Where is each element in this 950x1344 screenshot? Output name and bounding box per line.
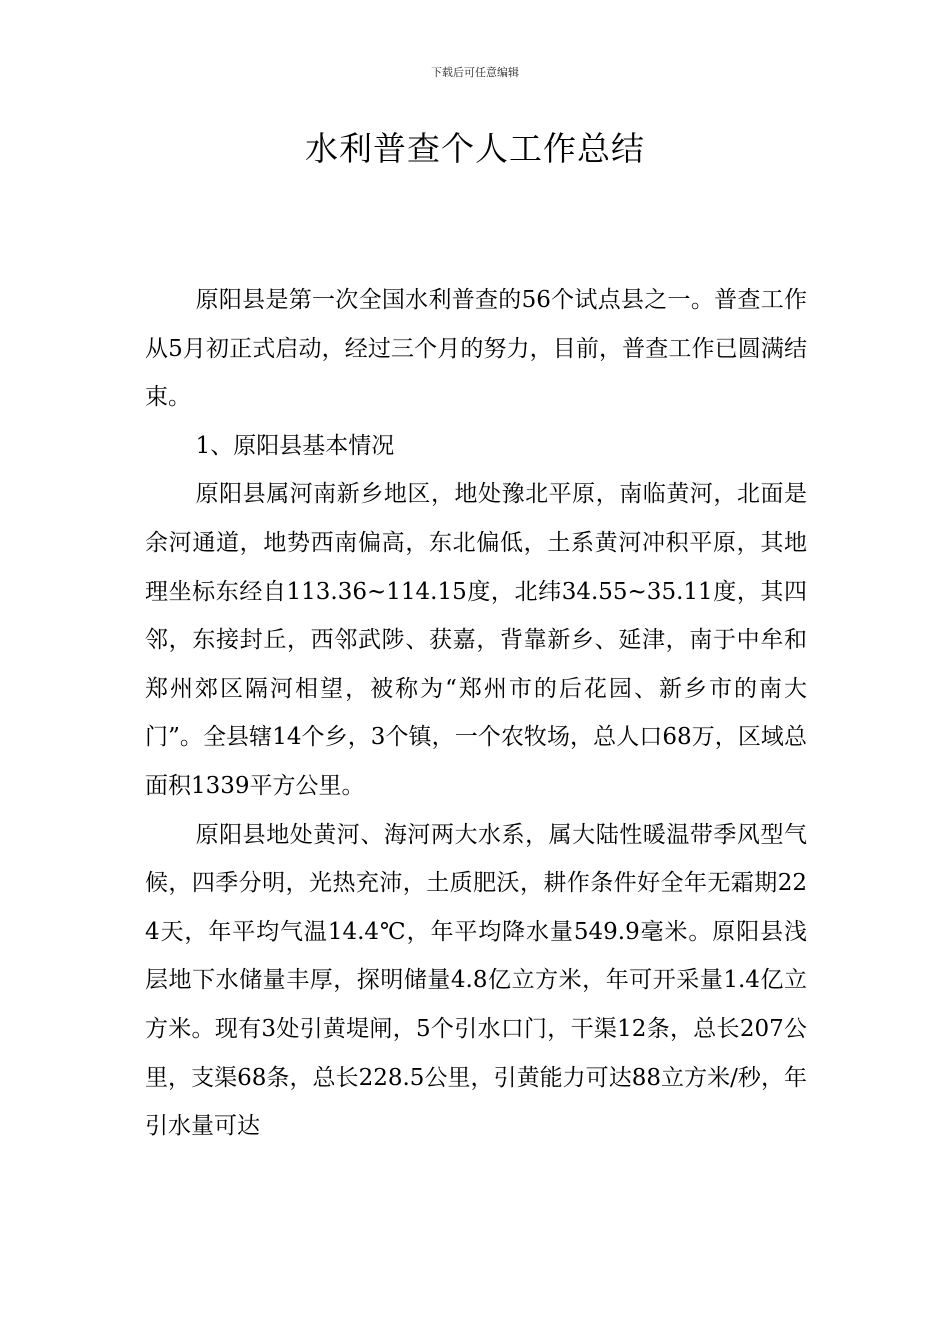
paragraph-climate-water: 原阳县地处黄河、海河两大水系，属大陆性暖温带季风型气候，四季分明，光热充沛，土质肥沃，耕作条件好全年无霜期224天，年平均气温14.4℃，年平均降水量549.9毫米。原阳县浅层地下水储量丰厚，探明储量4.8亿立方米，年可开采量1.4亿立方米。现有3处引黄堤闸，5个引水口门，干渠12条，总长207公里，支渠68条，总长228.5公里，引黄能力可达88立方米/秒，年引水量可达 (145, 821, 807, 1140)
section-heading-basic-info: 1、原阳县基本情况 (195, 432, 395, 459)
page-header-note: 下载后可任意编辑 (431, 66, 519, 79)
paragraph-geography: 原阳县属河南新乡地区，地处豫北平原，南临黄河，北面是余河通道，地势西南偏高，东北偏低，土系黄河冲积平原，其地理坐标东经自113.36~114.15度，北纬34.55~35.11度，其四邻，东接封丘，西邻武陟、获嘉，背靠新乡、延津，南于中牟和郑州郊区隔河相望，被称为“郑州市的后花园、新乡市的南大门”。全县辖14个乡，3个镇，一个农牧场，总人口68万，区域总面积1339平方公里。 (145, 481, 807, 799)
paragraph-intro: 原阳县是第一次全国水利普查的56个试点县之一。普查工作从5月初正式启动，经过三个月的努力，目前，普查工作已圆满结束。 (145, 287, 807, 411)
document-title: 水利普查个人工作总结 (305, 129, 645, 168)
document-body (145, 276, 807, 1151)
